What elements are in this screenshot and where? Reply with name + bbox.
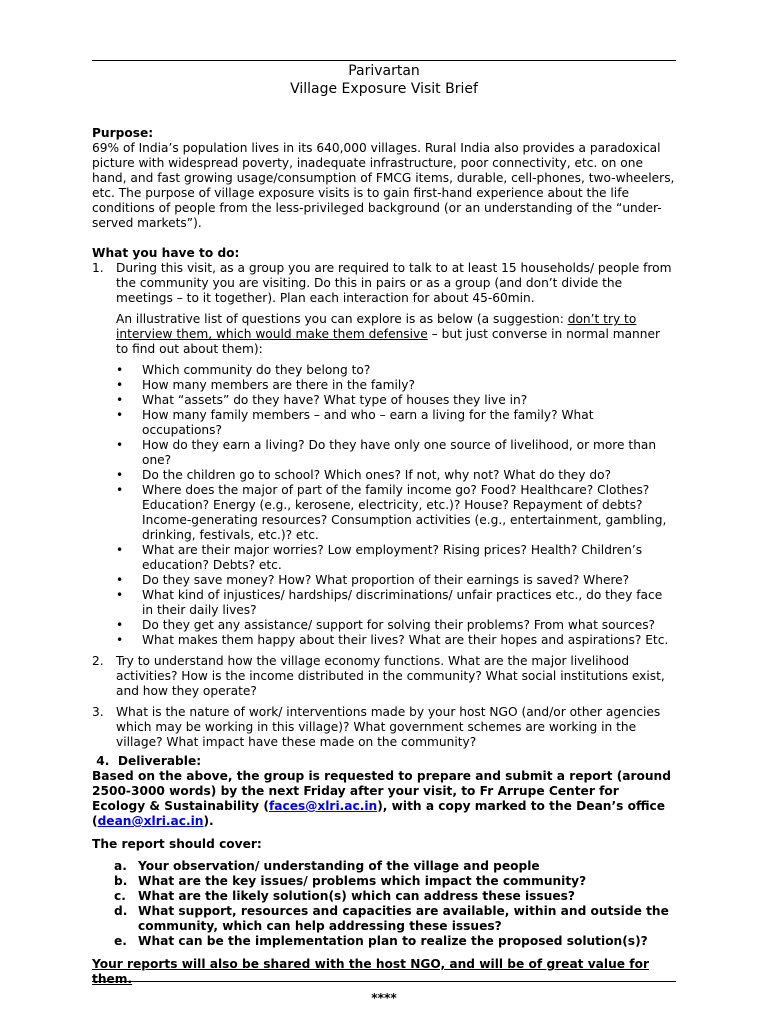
- document-title: Parivartan: [348, 63, 420, 79]
- todo-item-3: [92, 705, 676, 750]
- report-heading: The report should cover:: [92, 837, 262, 851]
- report-list: [92, 859, 676, 949]
- list-item: • Which community do they belong to?: [116, 363, 371, 377]
- list-item: • What are their major worries? Low employment? Rising prices? Health? Children’s education? Debts? etc.: [116, 543, 643, 572]
- todo-item-2-text: Try to understand how the village economy functions. What are the major livelihood activities? How is the income distributed in the community? What social institutions exist, and how they operate?: [116, 654, 665, 698]
- list-item: d. What support, resources and capacities are available, within and outside the community, which can help addressing these issues?: [114, 904, 669, 933]
- purpose-text: 69% of India’s population lives in its 640,000 villages. Rural India also provides a paradoxical picture with widespread poverty, inadequate infrastructure, poor connectivity, etc. on one hand, and fast growing usage/consumption of FMCG items, durable, cell-phones, two-wheelers, etc. The purpose of village exposure visits is to gain first-hand experience about the life conditions of people from the less-privileged background (or an understanding of the “under-served markets”).: [92, 141, 675, 230]
- list-item: • What makes them happy about their lives? What are their hopes and aspirations? Etc.: [116, 633, 669, 647]
- todo-item-1-text: During this visit, as a group you are required to talk to at least 15 households/ people from the community you are visiting. Do this in pairs or as a group (and don’t divide the meetings – to it together). Plan each interaction for about 45-60min.: [116, 261, 672, 305]
- todo-item-1: [92, 261, 676, 357]
- item-number: 3.: [92, 705, 104, 719]
- dean-email-link[interactable]: dean@xlri.ac.in: [97, 814, 204, 828]
- item-number: 2.: [92, 654, 104, 668]
- deliverable-text: Based on the above, the group is requested to prepare and submit a report (around 2500-3000 words) by the next Friday after your visit, to Fr Arrupe Center for Ecology & Sustainability (faces@xlri.ac.in), with a copy marked to the Dean’s office (dean@xlri.ac.in).: [92, 769, 671, 828]
- list-item: b. What are the key issues/ problems which impact the community?: [114, 874, 587, 888]
- bottom-rule: [92, 981, 676, 982]
- end-stars: ****: [371, 991, 397, 1005]
- top-rule: [92, 60, 676, 61]
- list-item: • How many members are there in the family?: [116, 378, 415, 392]
- list-item: • Do the children go to school? Which ones? If not, why not? What do they do?: [116, 468, 612, 482]
- list-item: a. Your observation/ understanding of the village and people: [114, 859, 540, 873]
- deliverable-heading: 4. Deliverable:: [96, 754, 202, 768]
- list-item: e. What can be the implementation plan to realize the proposed solution(s)?: [114, 934, 648, 948]
- closing-note: Your reports will also be shared with the host NGO, and will be of great value for them.: [92, 957, 649, 986]
- todo-item-3-text: What is the nature of work/ interventions made by your host NGO (and/or other agencies which may be working in this village)? What government schemes are working in the village? What impact have these made on the community?: [116, 705, 661, 749]
- list-item: • Do they get any assistance/ support for solving their problems? From what sources?: [116, 618, 656, 632]
- list-item: • Where does the major of part of the family income go? Food? Healthcare? Clothes? Education? Energy (e.g., kerosene, electricity, etc.)? House? Repayment of debts? Income-generating resources? Consumption activities (e.g., entertainment, gambling, drinking, festivals, etc.)? etc.: [116, 483, 667, 542]
- list-item: c. What are the likely solution(s) which can address these issues?: [114, 889, 575, 903]
- list-item: • What kind of injustices/ hardships/ discriminations/ unfair practices etc., do they face in their daily lives?: [116, 588, 663, 617]
- todo-item-2: [92, 654, 676, 699]
- list-item: • Do they save money? How? What proportion of their earnings is saved? Where?: [116, 573, 630, 587]
- todo-heading: What you have to do:: [92, 246, 240, 260]
- list-item: • What “assets” do they have? What type of houses they live in?: [116, 393, 528, 407]
- faces-email-link[interactable]: faces@xlri.ac.in: [268, 799, 378, 813]
- question-list: [92, 363, 676, 648]
- document-subtitle: Village Exposure Visit Brief: [290, 81, 478, 97]
- questions-intro: An illustrative list of questions you can explore is as below (a suggestion: don’t try to interview them, which would make them defensive – but just converse in normal manner to find out about them):: [116, 312, 661, 356]
- list-item: • How many family members – and who – earn a living for the family? What occupations?: [116, 408, 594, 437]
- list-item: • How do they earn a living? Do they have only one source of livelihood, or more than one?: [116, 438, 657, 467]
- item-number: 1.: [92, 261, 104, 275]
- intro-underline: don’t try to interview them, which would make them defensive: [116, 312, 637, 341]
- purpose-heading: Purpose:: [92, 126, 154, 140]
- document-body: [92, 126, 676, 1006]
